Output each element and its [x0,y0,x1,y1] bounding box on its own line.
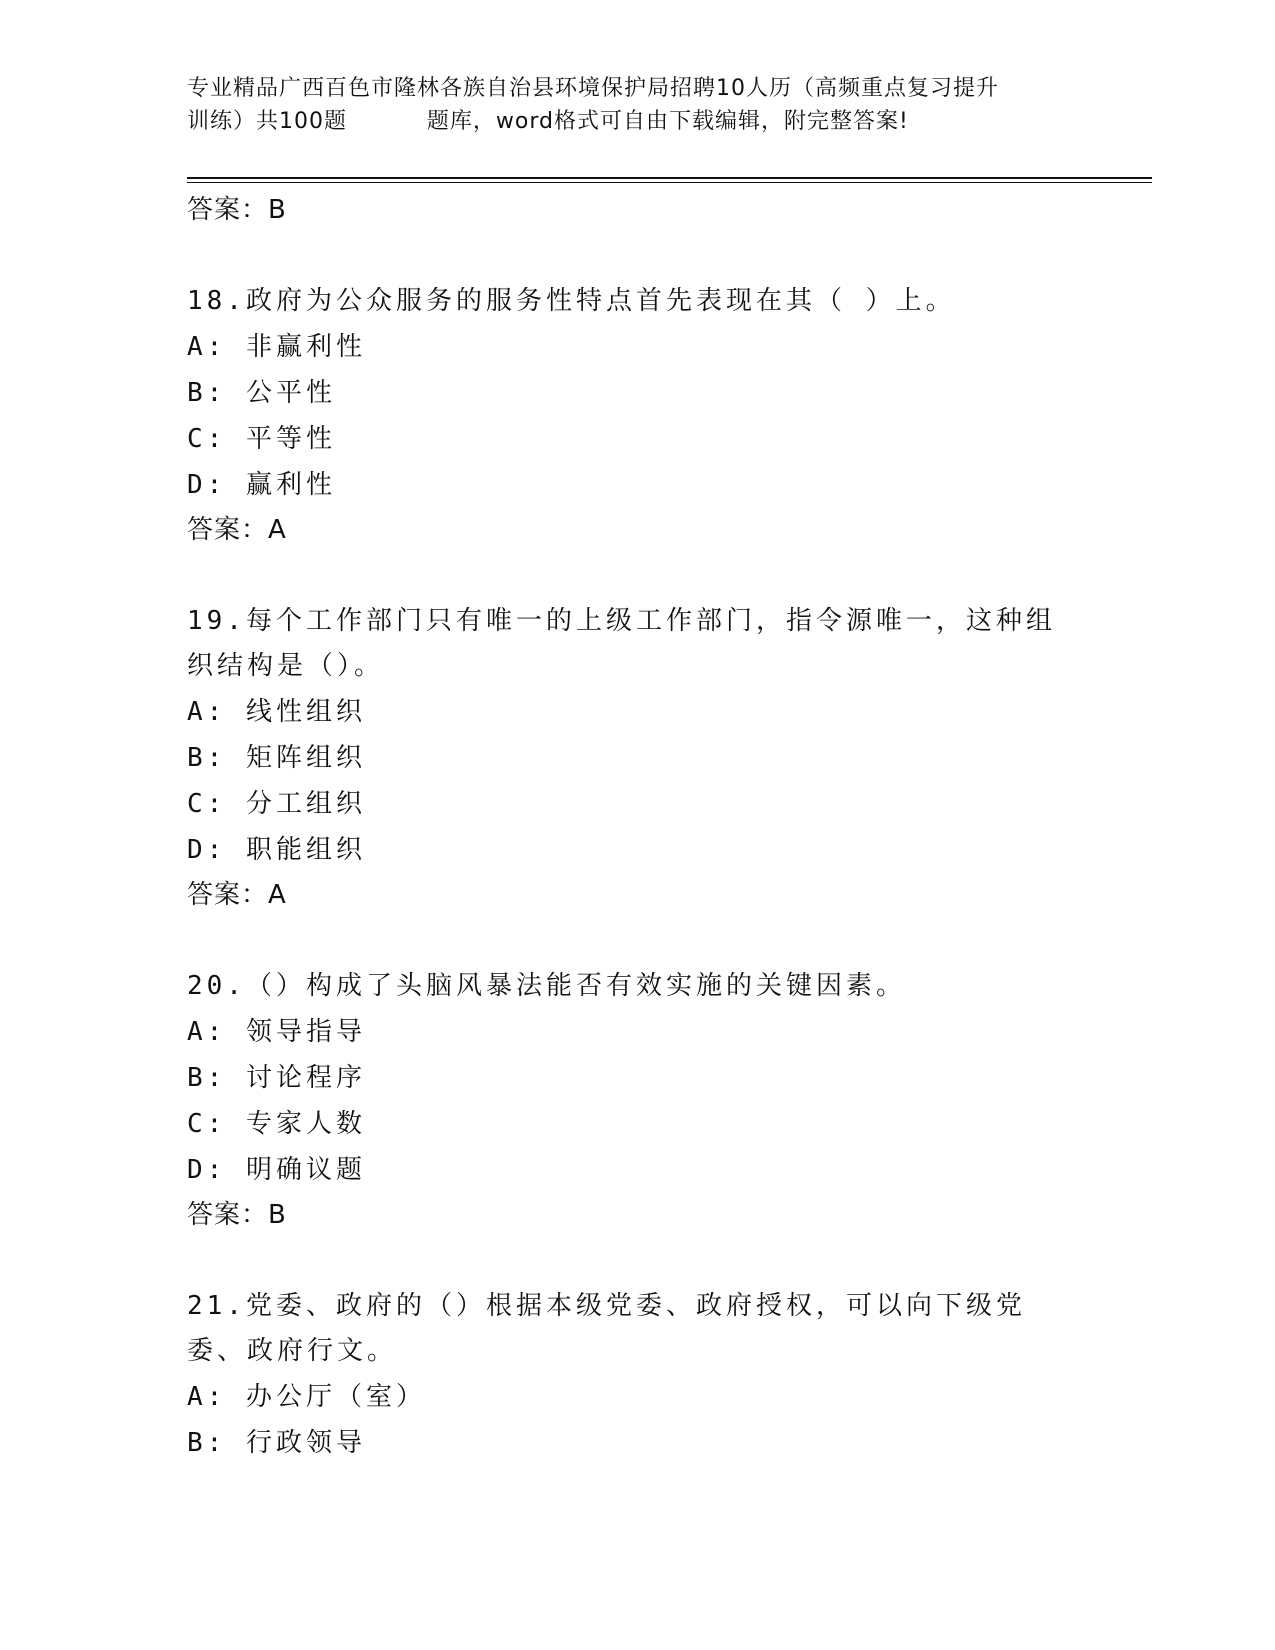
question-stem: 19.每个工作部门只有唯一的上级工作部门，指令源唯一，这种组织结构是（）。 [187,606,1056,681]
option-d: D: 职能组织 [187,835,366,865]
answer-line: 答案：A [187,880,287,910]
header-title-line-2: 训练）共100题 题库，word格式可自由下载编辑，附完整答案! [187,109,909,134]
option-d: D: 赢利性 [187,470,336,500]
option-c: C: 分工组织 [187,789,366,819]
option-a: A: 办公厅（室） [187,1382,426,1412]
question-stem: 18.政府为公众服务的服务性特点首先表现在其（ ）上。 [187,286,956,316]
option-c: C: 专家人数 [187,1109,366,1139]
previous-answer: 答案：B [187,195,287,225]
header-divider-thick [187,177,1152,179]
option-b: B: 矩阵组织 [187,743,366,773]
option-a: A: 领导指导 [187,1017,366,1047]
header-title-line-1: 专业精品广西百色市隆林各族自治县环境保护局招聘10人历（高频重点复习提升 [187,76,999,101]
question-stem: 21.党委、政府的（）根据本级党委、政府授权，可以向下级党委、政府行文。 [187,1291,1026,1366]
option-b: B: 讨论程序 [187,1063,366,1093]
option-c: C: 平等性 [187,424,336,454]
option-a: A: 线性组织 [187,697,366,727]
answer-line: 答案：B [187,1200,287,1230]
question-item [187,964,1067,1238]
question-item [187,279,1067,553]
option-a: A: 非赢利性 [187,332,366,362]
option-b: B: 行政领导 [187,1428,366,1458]
question-item [187,599,1067,918]
question-item [187,1284,1067,1466]
page-header [187,72,1067,138]
header-divider-thin [187,182,1152,183]
question-list [187,188,1067,1466]
option-d: D: 明确议题 [187,1155,366,1185]
option-b: B: 公平性 [187,378,336,408]
question-stem: 20.（）构成了头脑风暴法能否有效实施的关键因素。 [187,971,906,1001]
answer-line: 答案：A [187,515,287,545]
